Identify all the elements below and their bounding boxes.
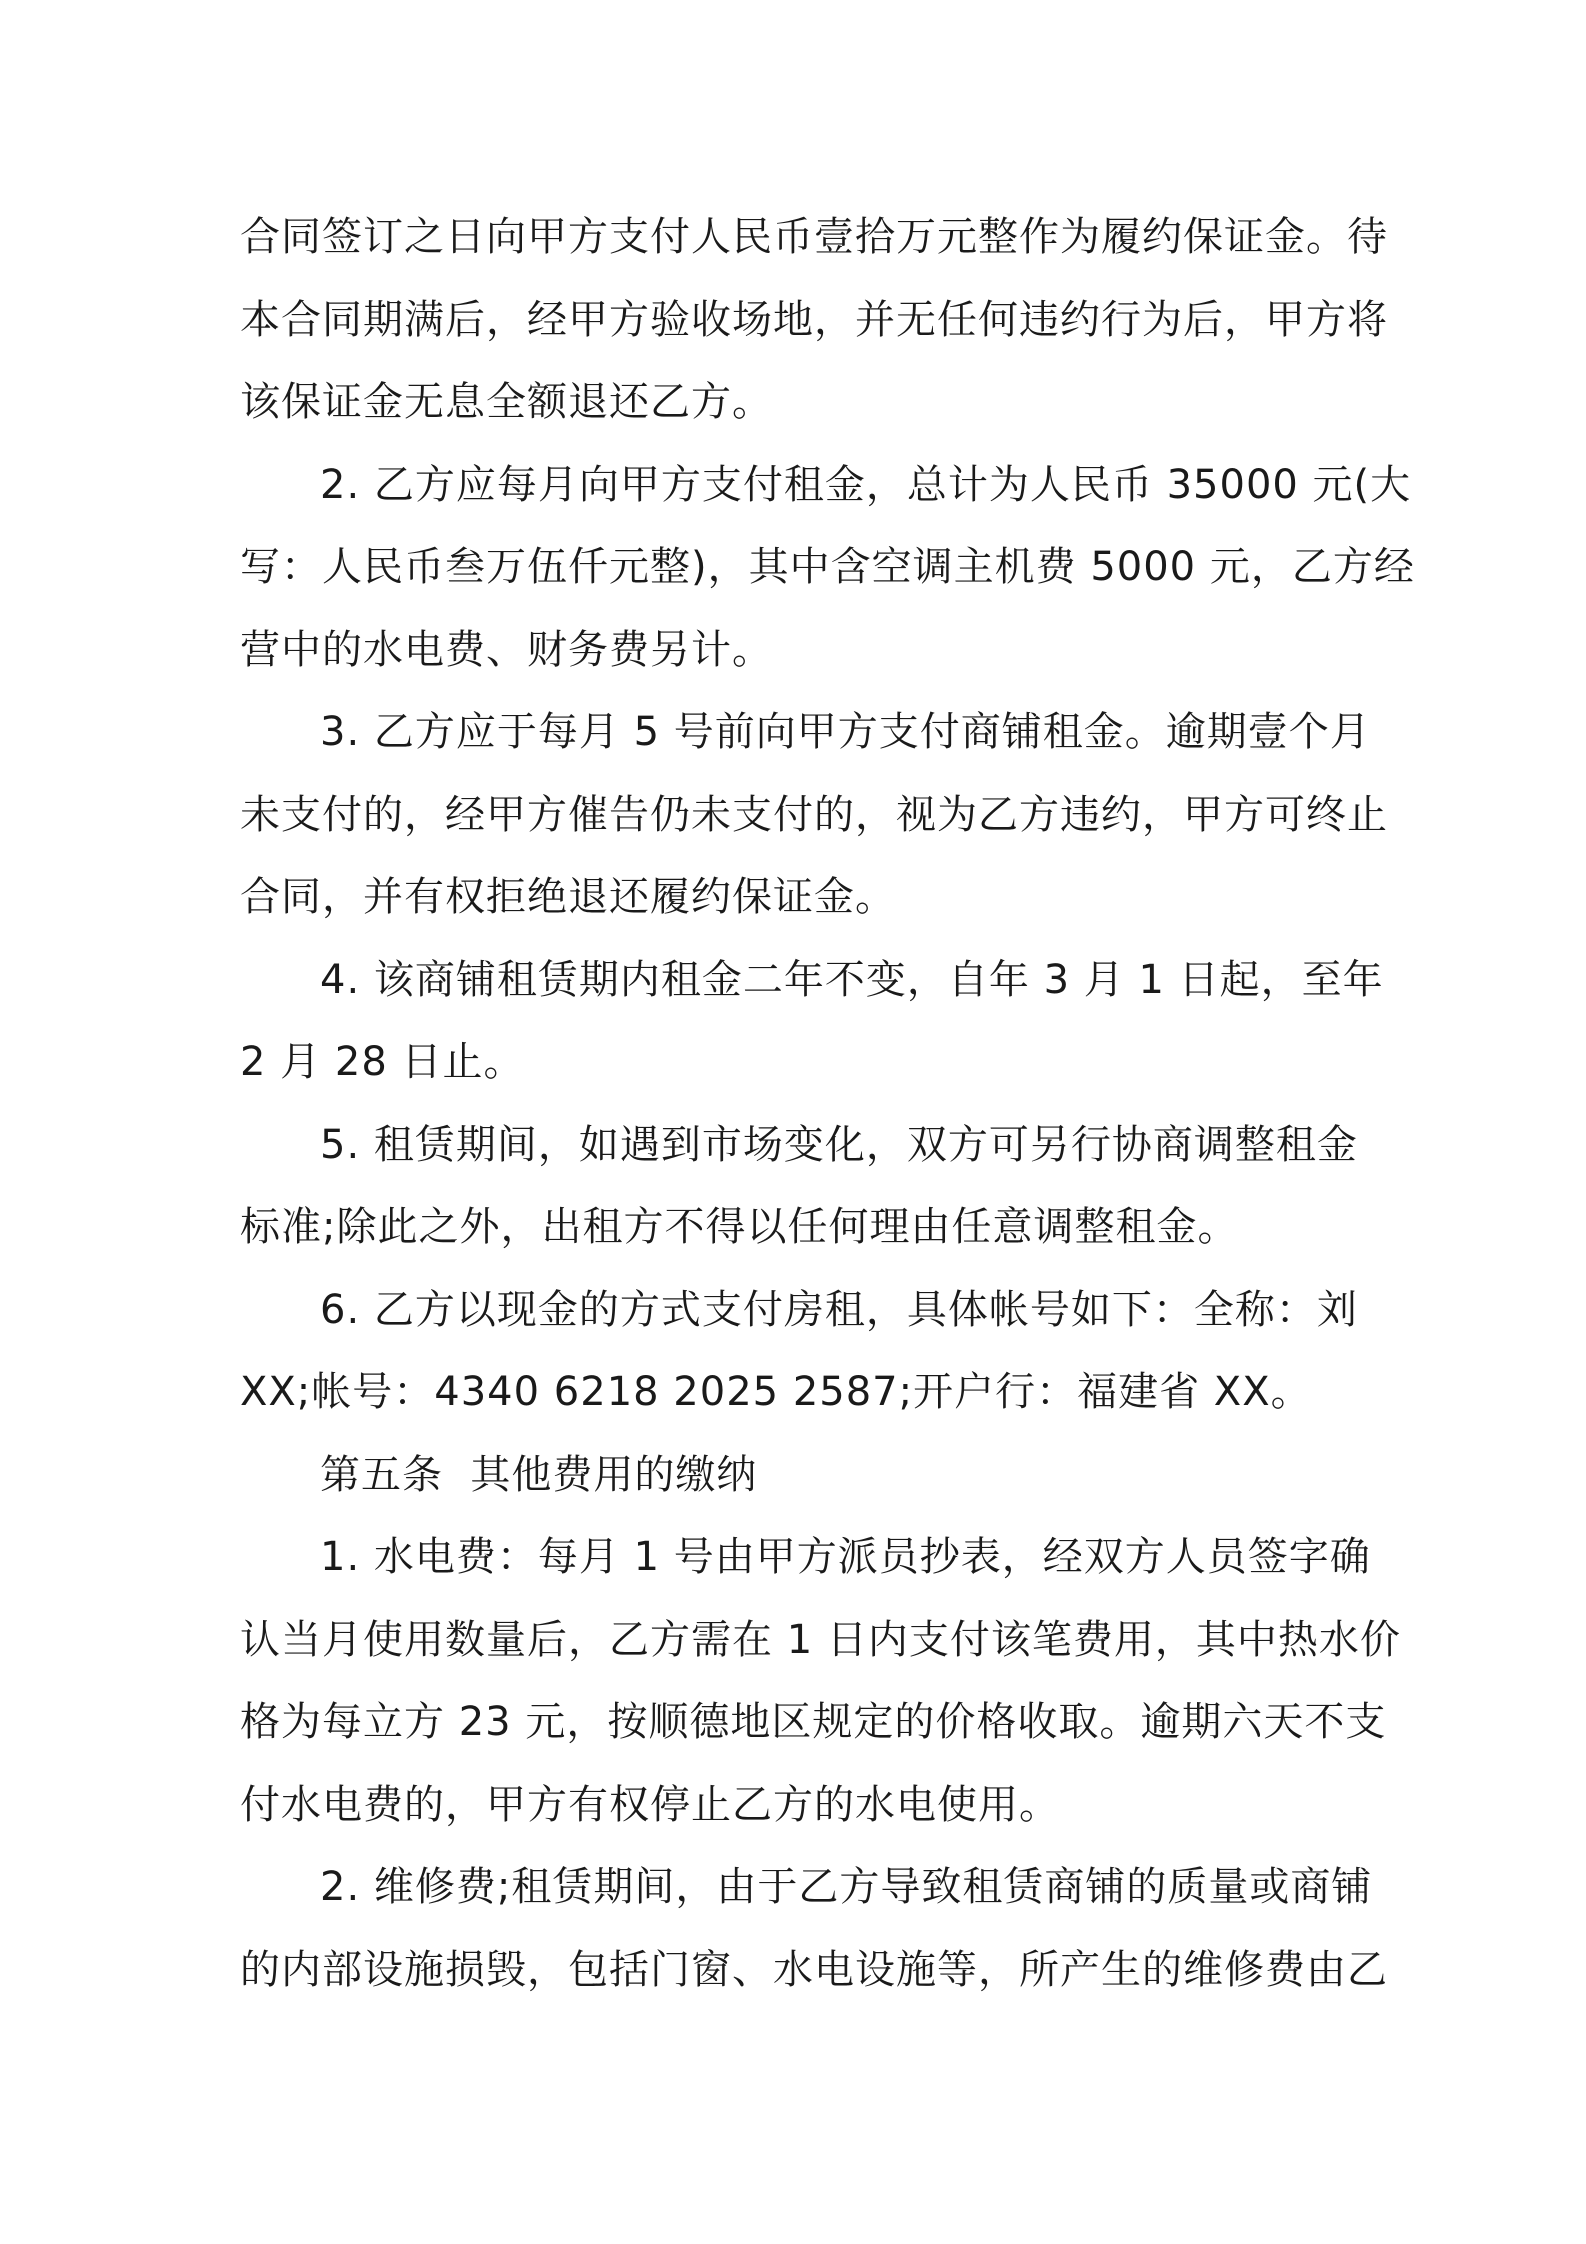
- text-line: 本合同期满后，经甲方验收场地，并无任何违约行为后，甲方将: [240, 296, 1388, 343]
- text-line: 2 月 28 日止。: [240, 1039, 525, 1085]
- text-line: 付水电费的，甲方有权停止乙方的水电使用。: [240, 1781, 1060, 1828]
- text-line: 写：人民币叁万伍仟元整)，其中含空调主机费 5000 元，乙方经: [240, 544, 1415, 590]
- text-line: 合同，并有权拒绝退还履约保证金。: [240, 874, 896, 920]
- text-line: 未支付的，经甲方催告仍未支付的，视为乙方违约，甲方可终止: [240, 791, 1388, 838]
- text-line: 格为每立方 23 元，按顺德地区规定的价格收取。逾期六天不支: [240, 1699, 1387, 1745]
- text-line: XX;帐号：4340 6218 2025 2587;开户行：福建省 XX。: [240, 1369, 1312, 1415]
- contract-text: [240, 196, 1415, 2011]
- clause-2-line: 2. 乙方应每月向甲方支付租金，总计为人民币 35000 元(大: [320, 461, 1412, 508]
- clause-6-line: 6. 乙方以现金的方式支付房租，具体帐号如下：全称：刘: [320, 1286, 1358, 1333]
- text-line: 认当月使用数量后，乙方需在 1 日内支付该笔费用，其中热水价: [240, 1616, 1401, 1663]
- text-line: 的内部设施损毁，包括门窗、水电设施等，所产生的维修费由乙: [240, 1946, 1388, 1993]
- clause-5-line: 5. 租赁期间，如遇到市场变化，双方可另行协商调整租金: [320, 1121, 1358, 1168]
- text-line: 标准;除此之外，出租方不得以任何理由任意调整租金。: [240, 1204, 1239, 1250]
- fee-clause-1-line: 1. 水电费：每月 1 号由甲方派员抄表，经双方人员签字确: [320, 1534, 1371, 1580]
- text-line: 合同签订之日向甲方支付人民币壹拾万元整作为履约保证金。待: [240, 214, 1388, 260]
- fee-clause-2-line: 2. 维修费;租赁期间，由于乙方导致租赁商铺的质量或商铺: [320, 1864, 1373, 1910]
- text-line: 该保证金无息全额退还乙方。: [240, 379, 773, 425]
- clause-4-line: 4. 该商铺租赁期内租金二年不变，自年 3 月 1 日起，至年: [320, 956, 1384, 1003]
- clause-3-line: 3. 乙方应于每月 5 号前向甲方支付商铺租金。逾期壹个月: [320, 709, 1371, 755]
- text-line: 营中的水电费、财务费另计。: [240, 626, 773, 673]
- section-heading: 第五条 其他费用的缴纳: [320, 1451, 758, 1498]
